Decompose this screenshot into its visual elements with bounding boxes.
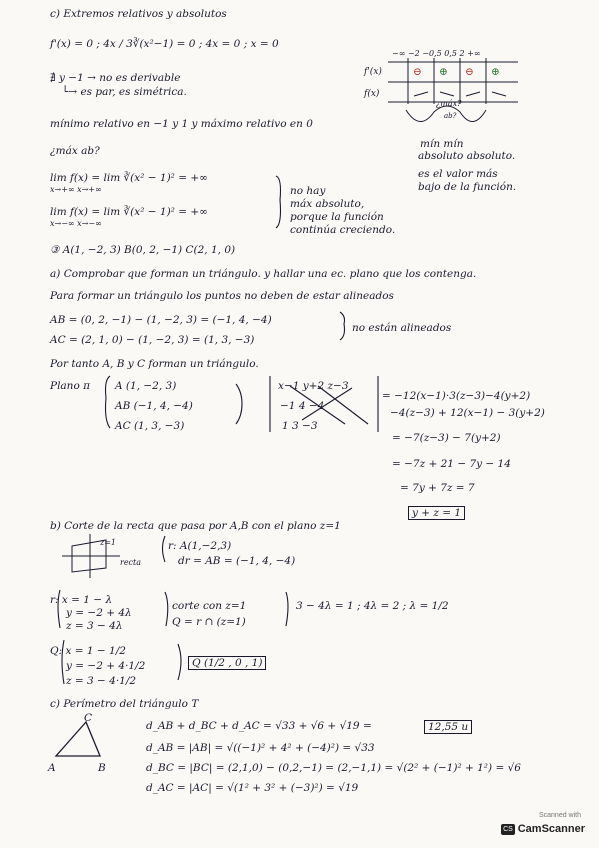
note-line: z = 3 − 4·1/2	[66, 675, 137, 687]
note-line: AC = (2, 1, 0) − (1, −2, 3) = (1, 3, −3)	[50, 334, 255, 346]
note-line: lim f(x) = lim ∛(x² − 1)² = +∞	[50, 172, 208, 184]
note-line: mínimo relativo en −1 y 1 y máximo relativo en 0	[50, 118, 313, 130]
note-line: es el valor más	[418, 168, 498, 180]
note-line: d_AB = |AB| = √((−1)² + 4² + (−4)²) = √33	[146, 742, 375, 754]
note-line: z = 3 − 4λ	[66, 620, 123, 632]
note-line: x→+∞ x→+∞	[50, 185, 102, 194]
note-line: −4(z−3) + 12(x−1) − 3(y+2)	[390, 407, 545, 419]
camscanner-icon: CS	[501, 824, 515, 835]
sign-table-note2: ab?	[444, 112, 457, 120]
sign-table-row1-label: f'(x)	[364, 67, 382, 77]
watermark-line2: CamScanner	[517, 823, 585, 835]
note-line: f'(x) = 0 ; 4x / 3∛(x²−1) = 0 ; 4x = 0 ; x = 0	[50, 38, 279, 50]
note-line: Plano π	[50, 380, 91, 392]
note-line: no hay	[290, 185, 326, 197]
note-line: no están alineados	[352, 322, 452, 334]
note-line: A (1, −2, 3)	[115, 380, 177, 392]
sign-table-note: ¿máx?	[436, 99, 462, 108]
note-line: a) Comprobar que forman un triángulo. y hallar una ec. plano que los contenga.	[50, 268, 477, 280]
note-line: = 7y + 7z = 7	[400, 482, 475, 494]
note-line: y + z = 1	[408, 506, 465, 520]
note-line: x→−∞ x→−∞	[50, 219, 102, 228]
note-line: absoluto absoluto.	[418, 150, 516, 162]
note-line: B	[98, 762, 106, 774]
sign-minus-1: ⊖	[413, 66, 422, 78]
note-line: ∄ y −1 → no es derivable	[50, 72, 181, 84]
sign-minus-2: ⊖	[465, 66, 474, 78]
note-line: 3 − 4λ = 1 ; 4λ = 2 ; λ = 1/2	[296, 600, 449, 612]
camscanner-watermark	[499, 812, 589, 842]
triangle-sketch	[56, 722, 100, 756]
note-line: AB = (0, 2, −1) − (1, −2, 3) = (−1, 4, −4)	[50, 314, 272, 326]
note-line: x−1 y+2 z−3	[278, 380, 349, 392]
note-line: d_AB + d_BC + d_AC = √33 + √6 + √19 =	[146, 720, 372, 732]
note-line: r: x = 1 − λ	[50, 594, 113, 606]
note-line: Q (1/2 , 0 , 1)	[188, 656, 266, 670]
sign-table-row2-label: f(x)	[364, 89, 380, 99]
sign-table-header: −∞ −2 −0,5 0,5 2 +∞	[392, 49, 481, 58]
note-line: c) Perímetro del triángulo T	[50, 698, 199, 710]
note-line: y = −2 + 4λ	[66, 607, 132, 619]
note-line: A	[48, 762, 56, 774]
sign-plus-1: ⊕	[439, 66, 448, 78]
sign-plus-2: ⊕	[491, 66, 500, 78]
watermark-line1: Scanned with	[538, 812, 581, 819]
note-line: mín mín	[420, 138, 464, 150]
note-line: Q = r ∩ (z=1)	[172, 616, 246, 628]
note-line: máx absoluto,	[290, 198, 365, 210]
note-line: 12,55 u	[424, 720, 472, 734]
note-line: AB (−1, 4, −4)	[115, 400, 193, 412]
note-line: Para formar un triángulo los puntos no deben de estar alineados	[50, 290, 394, 302]
note-line: b) Corte de la recta que pasa por A,B con el plano z=1	[50, 520, 341, 532]
note-line: y = −2 + 4·1/2	[66, 660, 146, 672]
note-line: AC (1, 3, −3)	[115, 420, 185, 432]
note-line: = −7(z−3) − 7(y+2)	[392, 432, 501, 444]
note-line: d_BC = |BC| = (2,1,0) − (0,2,−1) = (2,−1,1) = √(2² + (−1)² + 1²) = √6	[146, 762, 521, 774]
note-line: corte con z=1	[172, 600, 247, 612]
note-line: bajo de la función.	[418, 181, 517, 193]
note-line: ③ A(1, −2, 3) B(0, 2, −1) C(2, 1, 0)	[50, 244, 236, 256]
note-line: c) Extremos relativos y absolutos	[50, 8, 227, 20]
note-line: d_AC = |AC| = √(1² + 3² + (−3)²) = √19	[146, 782, 359, 794]
note-line: recta	[120, 558, 142, 567]
note-line: lim f(x) = lim ∛(x² − 1)² = +∞	[50, 206, 208, 218]
note-line: Q: x = 1 − 1/2	[50, 645, 126, 657]
note-line: −1 4 −4	[280, 400, 325, 412]
note-line: porque la función	[290, 211, 384, 223]
note-line: = −7z + 21 − 7y − 14	[392, 458, 511, 470]
note-line: Por tanto A, B y C forman un triángulo.	[50, 358, 259, 370]
note-line: └→ es par, es simétrica.	[62, 86, 187, 98]
note-line: = −12(x−1)·3(z−3)−4(y+2)	[382, 390, 531, 402]
note-line: z=1	[100, 538, 117, 547]
note-line: r: A(1,−2,3)	[168, 540, 232, 552]
note-line: 1 3 −3	[282, 420, 318, 432]
note-line: C	[84, 712, 93, 724]
note-line: ¿máx ab?	[50, 145, 100, 157]
note-line: continúa creciendo.	[290, 224, 396, 236]
note-line: dr = AB = (−1, 4, −4)	[178, 555, 296, 567]
